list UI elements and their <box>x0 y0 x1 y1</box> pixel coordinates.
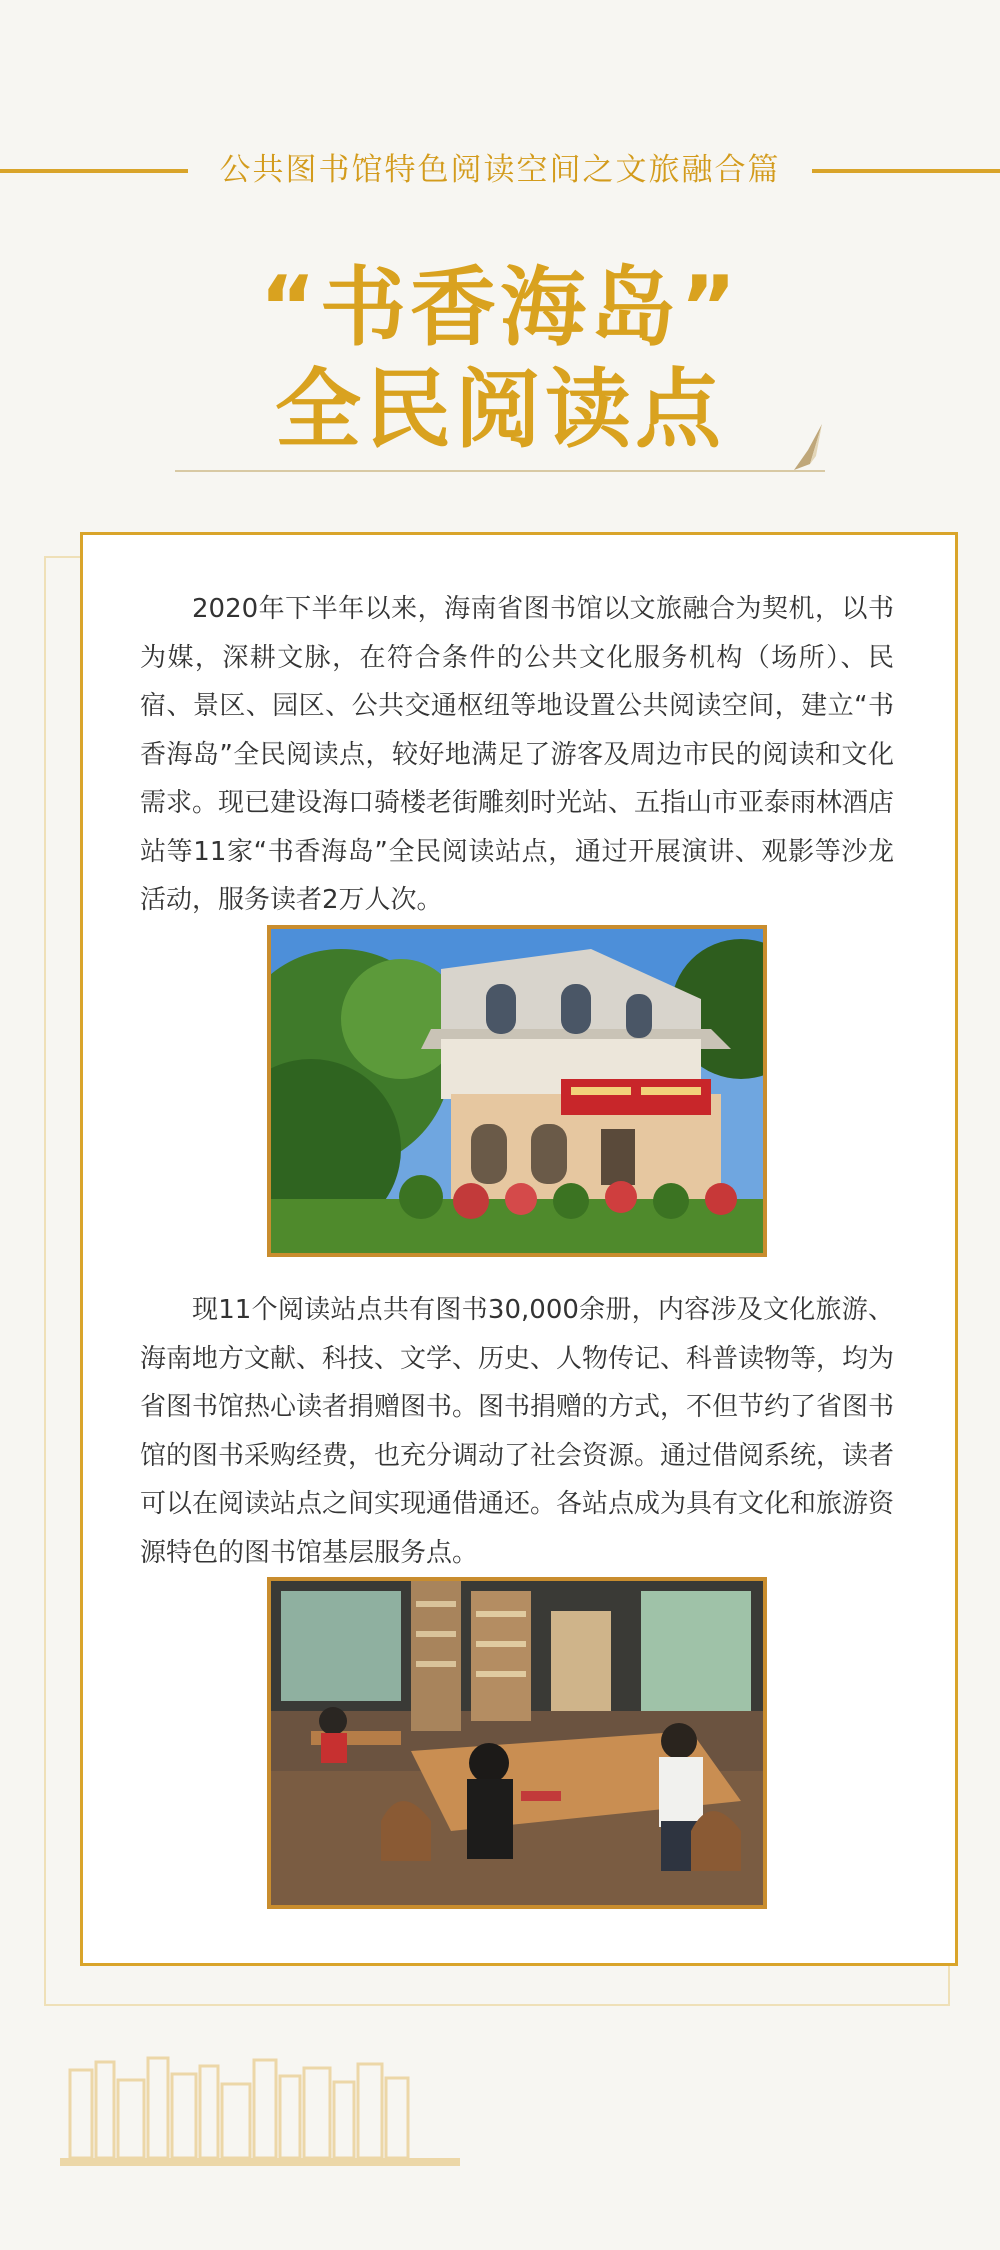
photo-reading-room-interior <box>267 1577 767 1909</box>
photo-reading-station-villa <box>267 925 767 1257</box>
ribbon-flag-icon <box>770 420 830 476</box>
series-title: 公共图书馆特色阅读空间之文旅融合篇 <box>219 152 781 188</box>
headline-line-2: 全民阅读点 <box>275 360 725 460</box>
article-paragraph-1: 2020年下半年以来，海南省图书馆以文旅融合为契机，以书为媒，深耕文脉，在符合条件的公共文化服务机构（场所）、民宿、景区、园区、公共交通枢纽等地设置公共阅读空间，建立“书香海岛”全民阅读点，较好地满足了游客及周边市民的阅读和文化需求。现已建设海口骑楼老街雕刻时光站、五指山市亚泰雨林酒店站等11家“书香海岛”全民阅读站点，通过开展演讲、观影等沙龙活动，服务读者2万人次。 <box>140 594 895 915</box>
villa-illustration <box>271 929 763 1253</box>
article-paragraph-2: 现11个阅读站点共有图书30,000余册，内容涉及文化旅游、海南地方文献、科技、文学、历史、人物传记、科普读物等，均为省图书馆热心读者捐赠图书。图书捐赠的方式，不但节约了省图书馆的图书采购经费，也充分调动了社会资源。通过借阅系统，读者可以在阅读站点之间实现通借通还。各站点成为具有文化和旅游资源特色的图书馆基层服务点。 <box>140 1295 895 1568</box>
header-rule-right <box>812 169 1000 173</box>
header-rule-left <box>0 169 188 173</box>
reading-room-illustration <box>271 1581 763 1905</box>
series-header <box>0 150 1000 190</box>
headline-line-1: “书香海岛” <box>259 258 741 358</box>
bookshelf-decoration-icon <box>60 2040 460 2170</box>
title-underline <box>175 470 825 472</box>
